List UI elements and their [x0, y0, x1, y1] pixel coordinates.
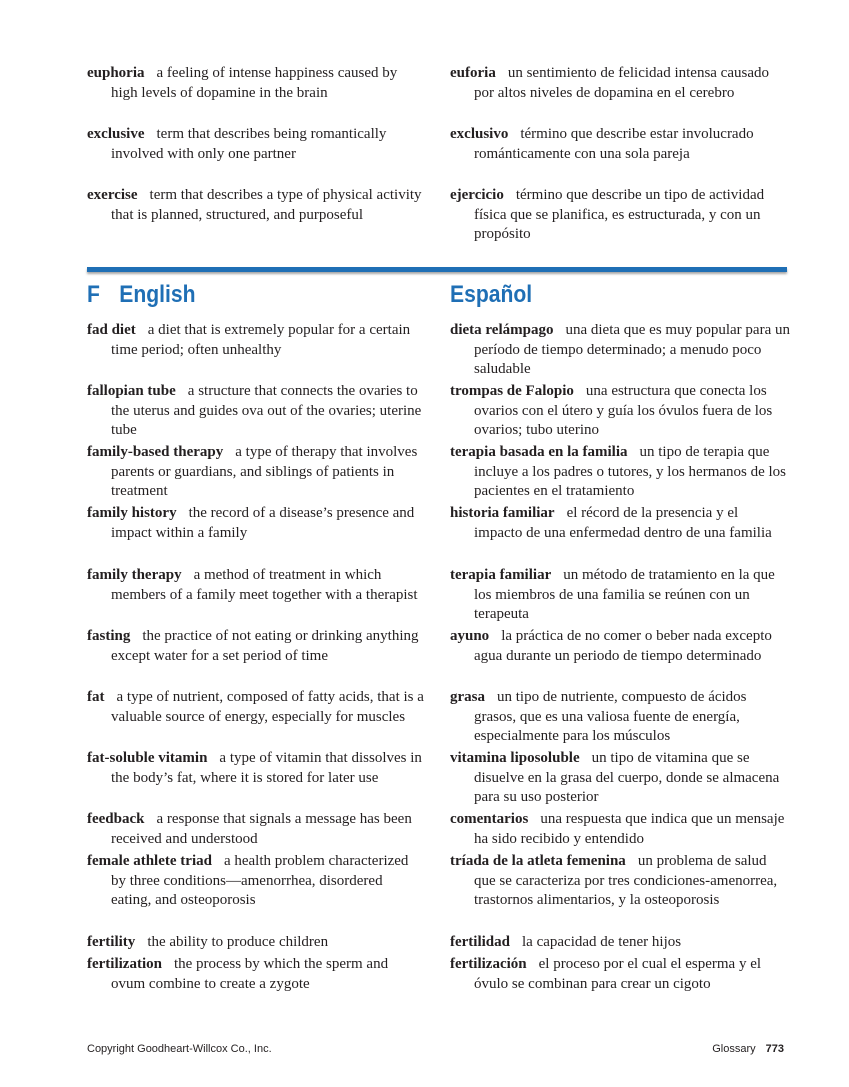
term: feedback [87, 811, 145, 827]
glossary-entry-en [87, 688, 425, 727]
glossary-entry-en [87, 443, 425, 502]
glossary-entry-en [87, 382, 425, 441]
definition: a method of treatment in which members of a family meet together with a therapist [111, 567, 418, 603]
definition: el proceso por el cual el esperma y el óvulo se combinan para crear un cigoto [474, 956, 762, 992]
term: family history [87, 505, 177, 521]
definition: una estructura que conecta los ovarios con el útero y guía los óvulos fuera de los ovarios; tubo uterino [474, 383, 773, 438]
glossary-entry-es [450, 749, 790, 808]
term: fat-soluble vitamin [87, 750, 208, 766]
definition: una respuesta que indica que un mensaje ha sido recibido y entendido [474, 811, 785, 847]
glossary-entry-en [87, 810, 425, 849]
page-number: 773 [765, 1043, 784, 1055]
glossary-entry-es [450, 382, 790, 441]
glossary-entry-es [450, 566, 790, 625]
term: dieta relámpago [450, 322, 554, 338]
term: fertilización [450, 956, 527, 972]
glossary-entry-en [87, 504, 425, 543]
definition: un tipo de nutriente, compuesto de ácidos grasos, que es una valiosa fuente de energía, especialmente para los músculos [474, 689, 747, 744]
glossary-entry-en [87, 125, 425, 164]
glossary-entry-es [450, 810, 790, 849]
definition: a type of vitamin that dissolves in the body’s fat, where it is stored for later use [111, 750, 422, 786]
glossary-entry-es [450, 688, 790, 747]
glossary-entry-es [450, 186, 790, 245]
term: fasting [87, 628, 131, 644]
section-heading-spanish: Español [450, 281, 533, 308]
term: fertility [87, 934, 136, 950]
english-heading: English [119, 281, 196, 308]
definition: la capacidad de tener hijos [522, 934, 682, 950]
definition: the process by which the sperm and ovum combine to create a zygote [111, 956, 389, 992]
definition: term that describes a type of physical activity that is planned, structured, and purposeful [111, 187, 422, 223]
glossary-entry-en [87, 64, 425, 103]
definition: un sentimiento de felicidad intensa causado por altos niveles de dopamina en el cerebro [474, 65, 769, 101]
definition: un tipo de vitamina que se disuelve en la grasa del cuerpo, donde se almacena para su uso posterior [474, 750, 780, 805]
definition: término que describe un tipo de actividad física que se planifica, es estructurada, y con un propósito [474, 187, 765, 242]
glossary-entry-es [450, 125, 790, 164]
definition: a health problem characterized by three conditions—amenorrhea, disordered eating, and osteoporosis [111, 853, 409, 908]
definition: the ability to produce children [147, 934, 329, 950]
definition: un método de tratamiento en la que los miembros de una familia se reúnen con un terapeuta [474, 567, 775, 622]
term: vitamina liposoluble [450, 750, 580, 766]
term: ejercicio [450, 187, 504, 203]
section-letter: F [87, 281, 100, 308]
term: euphoria [87, 65, 145, 81]
glossary-entry-es [450, 504, 790, 543]
term: grasa [450, 689, 485, 705]
definition: a type of therapy that involves parents or guardians, and siblings of patients in treatment [111, 444, 418, 499]
glossary-entry-en [87, 955, 425, 994]
copyright-notice: Copyright Goodheart-Willcox Co., Inc. [87, 1043, 272, 1055]
glossary-entry-en [87, 321, 425, 360]
term: family-based therapy [87, 444, 224, 460]
term: exclusivo [450, 126, 509, 142]
definition: term that describes being romantically involved with only one partner [111, 126, 387, 162]
definition: un tipo de terapia que incluye a los padres o tutores, y los hermanos de los pacientes en el tratamiento [474, 444, 787, 499]
definition: a type of nutrient, composed of fatty acids, that is a valuable source of energy, especially for muscles [111, 689, 424, 725]
page-footer [712, 1041, 784, 1057]
section-divider [87, 267, 787, 272]
definition: a response that signals a message has been received and understood [111, 811, 412, 847]
term: exclusive [87, 126, 145, 142]
term: family therapy [87, 567, 182, 583]
glossary-entry-es [450, 627, 790, 666]
glossary-entry-es [450, 64, 790, 103]
term: terapia basada en la familia [450, 444, 628, 460]
term: tríada de la atleta femenina [450, 853, 626, 869]
glossary-entry-es [450, 443, 790, 502]
term: fallopian tube [87, 383, 176, 399]
section-label: Glossary [712, 1043, 756, 1055]
term: trompas de Falopio [450, 383, 574, 399]
term: female athlete triad [87, 853, 212, 869]
glossary-entry-en [87, 566, 425, 605]
term: terapia familiar [450, 567, 552, 583]
term: fertilidad [450, 934, 510, 950]
term: exercise [87, 187, 138, 203]
definition: la práctica de no comer o beber nada excepto agua durante un periodo de tiempo determinado [474, 628, 772, 664]
glossary-entry-en [87, 627, 425, 666]
glossary-entry-en [87, 749, 425, 788]
glossary-entry-en [87, 933, 425, 953]
glossary-entry-es [450, 852, 790, 911]
glossary-entry-es [450, 955, 790, 994]
definition: el récord de la presencia y el impacto de una enfermedad dentro de una familia [474, 505, 772, 541]
definition: a diet that is extremely popular for a certain time period; often unhealthy [111, 322, 411, 358]
definition: un problema de salud que se caracteriza por tres condiciones-amenorrea, trastornos alimentarios, y la osteoporosis [474, 853, 778, 908]
definition: the practice of not eating or drinking anything except water for a set period of time [111, 628, 419, 664]
term: euforia [450, 65, 496, 81]
glossary-entry-es [450, 933, 790, 953]
section-heading-english [87, 280, 196, 310]
definition: a structure that connects the ovaries to the uterus and guides ova out of the ovaries; uterine tube [111, 383, 422, 438]
term: fat [87, 689, 105, 705]
definition: the record of a disease’s presence and impact within a family [111, 505, 415, 541]
term: historia familiar [450, 505, 555, 521]
term: fad diet [87, 322, 136, 338]
glossary-entry-en [87, 186, 425, 225]
definition: una dieta que es muy popular para un período de tiempo determinado; a menudo poco saludable [474, 322, 790, 377]
glossary-entry-en [87, 852, 425, 911]
term: comentarios [450, 811, 529, 827]
definition: término que describe estar involucrado románticamente con una sola pareja [474, 126, 754, 162]
glossary-entry-es [450, 321, 790, 380]
definition: a feeling of intense happiness caused by high levels of dopamine in the brain [111, 65, 398, 101]
term: ayuno [450, 628, 490, 644]
term: fertilization [87, 956, 162, 972]
